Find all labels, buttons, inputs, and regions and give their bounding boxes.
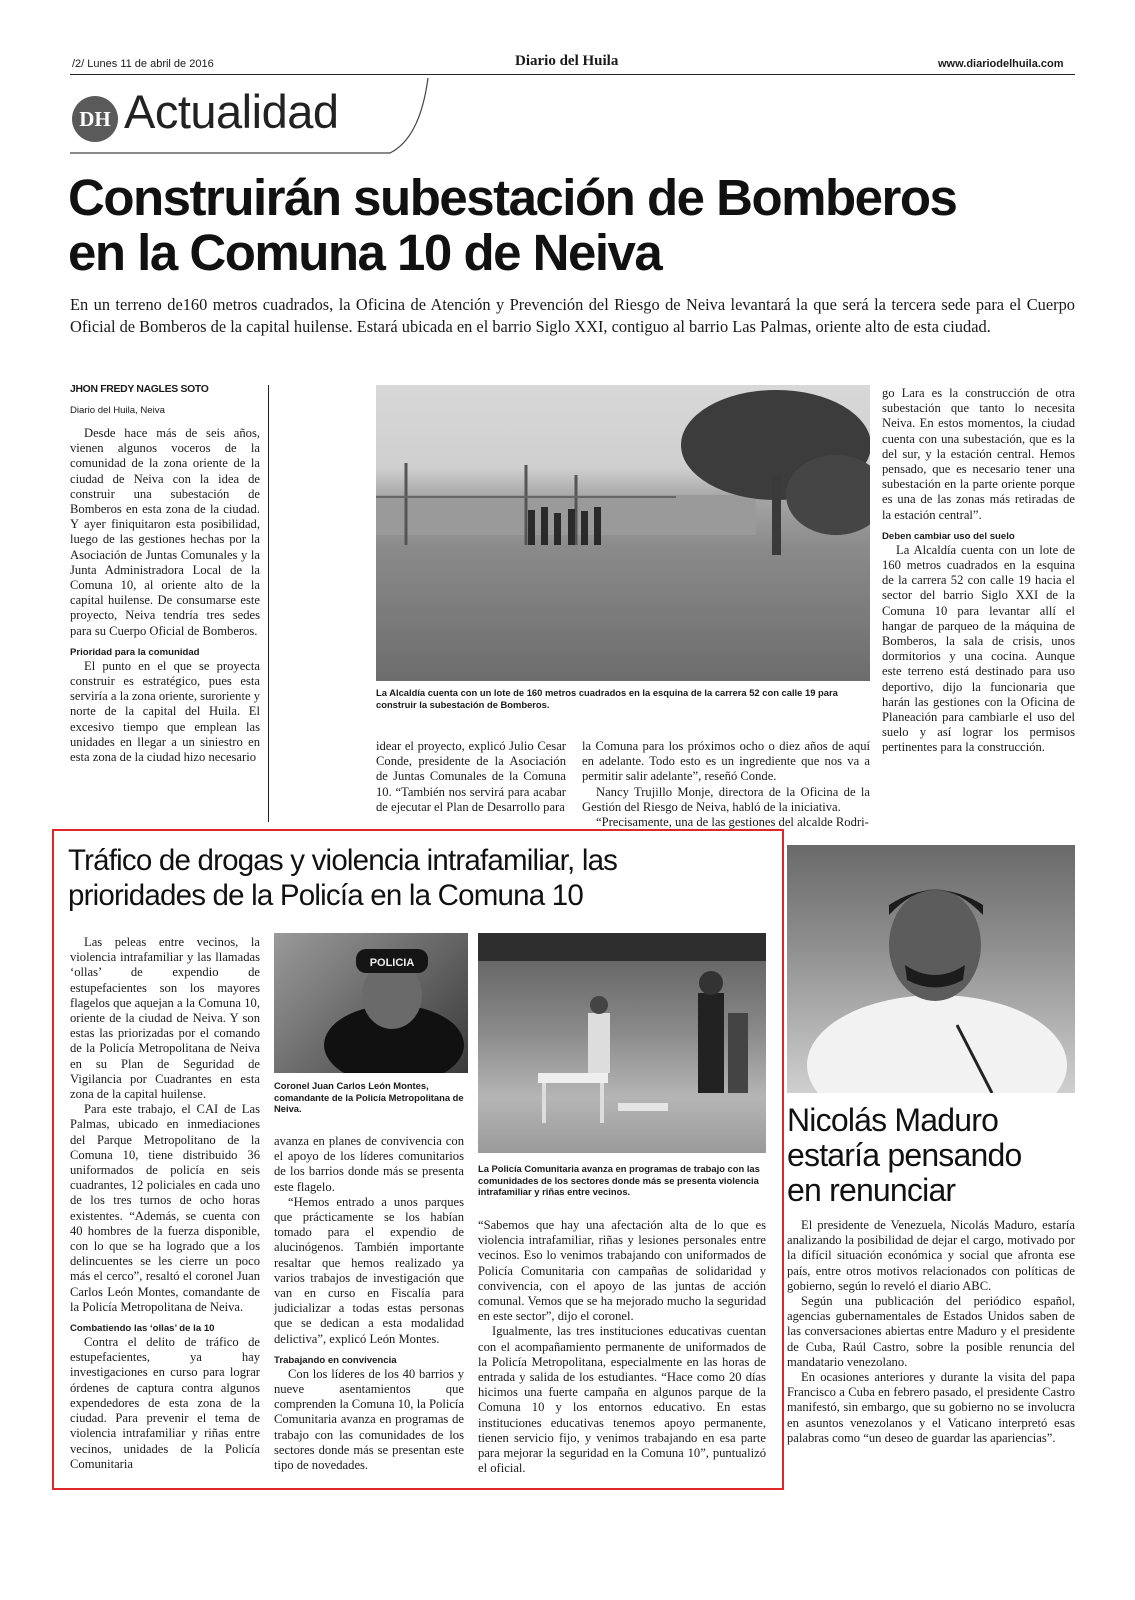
police-photo-colonel — [274, 933, 468, 1073]
police-col-2 — [274, 1134, 464, 1473]
author-outlet: Diario del Huila, Neiva — [70, 405, 165, 416]
section-title: Actualidad — [124, 85, 339, 138]
police-headline — [68, 843, 617, 913]
maduro-headline-line3: en renunciar — [787, 1172, 956, 1208]
colonel-figure — [274, 933, 468, 1073]
maduro-para3: En ocasiones anteriores y durante la visita del papa Francisco a Cuba en febrero pasado, el presidente Castro manifestó, sin embargo, que su gobierno no se involucra en asuntos venezolanos y el Vaticano interpretó esas palabras como “un deseo de guardar las apariencias”. — [787, 1370, 1075, 1445]
police-col3-para1: “Sabemos que hay una afectación alta de lo que es violencia intrafamiliar, riñas y lesiones personales entre vecinos. Eso lo venimos trabajando con uniformados de Policía Comunitaria con campañas de solidaridad y convivencia, con el apoyo de las juntas de acción comunal. Vemos que se ha mejorado mucho la seguridad en este sector”, dijo el coronel. — [478, 1218, 766, 1324]
paper-name-b: Huila — [582, 53, 619, 69]
maduro-headline-line2: estaría pensando — [787, 1137, 1022, 1173]
cap-label: POLICIA — [369, 957, 415, 969]
police-photo-community — [478, 933, 766, 1153]
maduro-photo — [787, 845, 1075, 1093]
main-col1-para1: Desde hace más de seis años, vienen algunos voceros de la comunidad de la zona oriente de la ciudad de Neiva con la idea de construir una subestación de Bomberos en esta zona de la ciudad. Y ayer finiquitaron esta posibilidad, luego de las gestiones hechas por la Asociación de Juntas Comunales y la Junta Administradora Local de la Comuna 10, al oriente alto de la capital huilense. De consumarse este proyecto, Neiva tendría tres sedes para su Cuerpo Oficial de Bomberos. — [70, 426, 260, 638]
main-col-1 — [70, 384, 260, 765]
main-headline-line1: Construirán subestación de Bomberos — [68, 169, 957, 226]
maduro-headline-line1: Nicolás Maduro — [787, 1102, 999, 1138]
police-col3-para2: Igualmente, las tres instituciones educativas cuentan con el acompañamiento permanente de uniformados de la Policía Metropolitana, especialmente en las horas de entrada y salida de los estudiantes. “Hace como 20 días hicimos una fuerte campaña en algunos parque de la Comuna 10 y los entornos educativo. En estas instituciones educativas tenemos apoyo permanente, tienen servicio fijo, y venimos trabajando en esa parte para mejorar la seguridad en la Comuna 10”, puntualizó el oficial. — [478, 1324, 766, 1476]
maduro-body — [787, 1218, 1075, 1446]
main-col4-subhead: Deben cambiar uso del suelo — [882, 530, 1015, 542]
main-lead: En un terreno de160 metros cuadrados, la Oficina de Atención y Prevención del Riesgo de Neiva levantará la que será la tercera sede para el Cuerpo Oficial de Bomberos de la capital huilense. Estará ubicada en el barrio Siglo XXI, contiguo al barrio Las Palmas, oriente alto de esta ciudad. — [70, 295, 1075, 336]
police-col1-para1: Las peleas entre vecinos, la violencia intrafamiliar y las llamadas ‘ollas’ de expendio de estupefacientes son los mayores flagelos que aquejan a la Comuna 10, oriente de la ciudad de Neiva. Y son estas las priorizadas por el comando de la Policía Metropolitana de Neiva en su Plan de Seguridad de Vigilancia por Cuadrantes en esta zona de la capital huilense. — [70, 935, 260, 1102]
police-col1-para2: Para este trabajo, el CAI de Las Palmas, ubicado en inmediaciones del Parque Metropolitano de la Comuna 10, tiene distribuido 36 uniformados de policía en seis cuadrantes, 12 policiales en cada uno de los tres turnos de ocho horas existentes. “Además, se cuenta con 40 hombres de la fuerza disponible, con lo que se ha logrado que a los delincuentes se les cierre un poco más el cerco”, resaltó el coronel Juan Carlos León Montes, comandante de la Policía Metropolitana de Neiva. — [70, 1102, 260, 1314]
section-swoosh — [70, 78, 430, 158]
community-photo-caption: La Policía Comunitaria avanza en programas de trabajo con las comunidades de los sectores donde más se presenta violencia intrafamiliar y riñas entre vecinos. — [478, 1163, 760, 1197]
main-col-3 — [582, 739, 870, 830]
main-photo-caption: La Alcaldía cuenta con un lote de 160 metros cuadrados en la esquina de la carrera 52 con calle 19 para construir la subestación de Bomberos. — [376, 687, 838, 710]
main-col4-para1: go Lara es la construcción de otra subestación que tanto lo necesita Neiva. En estos momentos, la ciudad cuenta con una subestación, que es la del sur, y la estación central. Hemos pensado, que es necesario tener una subestación en la parte oriente porque es una de las zonas más retiradas de la estación central”. — [882, 386, 1075, 522]
main-col3-para1: la Comuna para los próximos ocho o diez años de aquí en adelante. Todo esto es un ingrediente que nos va a permitir salir adelante”, reseñó Conde. — [582, 739, 870, 784]
page-date: /2/ Lunes 11 de abril de 2016 — [72, 58, 214, 70]
paper-name-a: Diario del — [515, 53, 583, 69]
website-url: www.diariodelhuila.com — [938, 58, 1064, 70]
main-col4-para2: La Alcaldía cuenta con un lote de 160 metros cuadrados en la esquina de la carrera 52 con calle 19 hacia el sector del barrio Siglo XXI de la Comuna 10 para levantar allí el hangar de parqueo de la máquina de Bomberos, la sala de crisis, unos dormitorios y una cocina. Aunque este terreno está destinado para uso deportivo, dijo la funcionaria que harán las gestiones con la Oficina de Planeación para cambiarle el uso del suelo y así lograr los permisos pertinentes para la construcción. — [882, 542, 1075, 755]
main-col3-para2: Nancy Trujillo Monje, directora de la Oficina de la Gestión del Riesgo de Neiva, habló de la iniciativa. — [582, 784, 870, 814]
police-headline-line2: prioridades de la Policía en la Comuna 10 — [68, 879, 583, 912]
police-col2-para2: “Hemos entrado a unos parques que prácticamente se los habían tomado para el expendio de alucinógenos. También importante resaltar que hemos realizado ya varios trabajos de investigación que van en curso en Fiscalía para judicializar a todas estas personas que se dedican a esta modalidad delictiva”, explicó León Montes. — [274, 1194, 464, 1346]
main-col1-para2: El punto en el que se proyecta construir es estratégico, pues esta serviría a la zona oriente, suroriente y norte de la capital del Huila. El excesivo tiempo que emplean las unidades en llegar a un siniestro en esta zona de la ciudad hizo necesario — [70, 658, 260, 765]
police-col2-para1: avanza en planes de convivencia con el apoyo de los líderes comunitarios de los barrios donde más se presenta este flagelo. — [274, 1134, 464, 1194]
colonel-photo-caption: Coronel Juan Carlos León Montes, comandante de la Policía Metropolitana de Neiva. — [274, 1080, 464, 1114]
dh-logo: DH — [72, 96, 118, 142]
maduro-para2: Según una publicación del periódico español, agencias gubernamentales de Estados Unidos saben de las conversaciones abiertas entre Maduro y el presidente de Cuba, Raúl Castro, sobre la posible renuncia del mandatario venezolano. — [787, 1294, 1075, 1369]
header-rule — [70, 74, 1075, 75]
author-byline: JHON FREDY NAGLES SOTO — [70, 384, 209, 395]
main-headline — [68, 170, 956, 280]
maduro-headline — [787, 1103, 1022, 1208]
police-col-1 — [70, 935, 260, 1472]
main-headline-line2: en la Comuna 10 de Neiva — [68, 224, 662, 281]
police-col1-subhead: Combatiendo las ‘ollas’ de la 10 — [70, 1323, 215, 1335]
main-col-4 — [882, 386, 1075, 756]
community-scene — [478, 933, 766, 1153]
police-col-3 — [478, 1218, 766, 1476]
police-col2-subhead: Trabajando en convivencia — [274, 1354, 397, 1366]
main-col1-subhead: Prioridad para la comunidad — [70, 646, 200, 658]
police-col2-para3: Con los líderes de los 40 barrios y nueve asentamientos que comprenden la Comuna 10, la Policía Comunitaria avanza en programas de trabajo con las comunidades de los sectores donde más se presentan este tipo de novedades. — [274, 1366, 464, 1473]
maduro-para1: El presidente de Venezuela, Nicolás Maduro, estaría analizando la posibilidad de dejar el cargo, motivado por la difícil situación económica y social que afronta ese país, entre otros motivos relacionados con políticas de gobierno, según lo reveló el diario ABC. — [787, 1218, 1075, 1293]
column-rule — [268, 385, 269, 822]
main-col2-para: idear el proyecto, explicó Julio Cesar Conde, presidente de la Asociación de Juntas Comunales de la Comuna 10. “También nos servirá para acabar de ejecutar el Plan de Desarrollo para — [376, 739, 566, 814]
police-headline-line1: Tráfico de drogas y violencia intrafamiliar, las — [68, 844, 618, 877]
paper-name — [515, 53, 618, 70]
main-photo — [376, 385, 870, 681]
police-col1-para3: Contra el delito de tráfico de estupefacientes, ya hay investigaciones en curso para lograr órdenes de captura contra algunos expendedores de esta zona de la ciudad. Para prevenir el tema de violencia intrafamiliar y riñas entre vecinos, unidades de la Policía Comunitaria — [70, 1335, 260, 1471]
main-photo-scene — [376, 385, 870, 681]
main-col3-para3: “Precisamente, una de las gestiones del alcalde Rodri- — [596, 815, 869, 830]
maduro-figure — [787, 845, 1075, 1093]
